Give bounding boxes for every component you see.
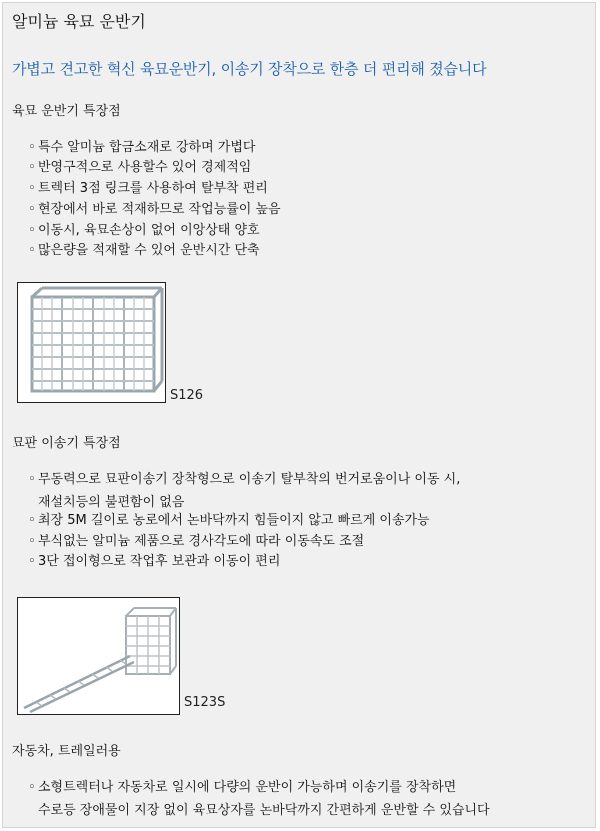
section-heading-vehicle: 자동차, 트레일러용	[12, 744, 121, 759]
section-heading-transfer: 묘판 이송기 특장점	[12, 436, 121, 451]
product-code-s123s: S123S	[184, 695, 226, 710]
product-code-s126: S126	[170, 388, 204, 403]
feature-item: ◦ 현장에서 바로 적재하므로 작업능률이 높음	[28, 202, 281, 217]
feature-item: ◦ 이동시, 육묘손상이 없어 이앙상태 양호	[28, 223, 260, 238]
product-image-s126	[17, 282, 166, 403]
feature-item: ◦ 최장 5M 길이로 농로에서 논바닥까지 힘들이지 않고 빠르게 이송가능	[28, 513, 430, 528]
section-heading-carrier: 육묘 운반기 특장점	[12, 104, 121, 119]
page-subtitle: 가볍고 견고한 혁신 육묘운반기, 이송기 장착으로 한층 더 편리해 졌습니다	[12, 60, 487, 78]
feature-item: ◦ 많은량을 적재할 수 있어 운반시간 단축	[28, 243, 260, 258]
feature-item: ◦ 무동력으로 묘판이송기 장착형으로 이송기 탈부착의 번거로움이나 이동 시,	[28, 472, 461, 487]
feature-item: ◦ 소형트렉터나 자동차로 일시에 다량의 운반이 가능하며 이송기를 장착하면	[28, 780, 457, 795]
feature-item: ◦ 부식없는 알미늄 제품으로 경사각도에 따라 이동속도 조절	[28, 534, 365, 549]
product-image-s123s	[17, 597, 180, 715]
feature-item: ◦ 3단 접이형으로 작업후 보관과 이동이 편리	[28, 554, 281, 569]
feature-item-continuation: 수로등 장애물이 지장 없이 육묘상자를 논바닥까지 간편하게 운반할 수 있습니다	[38, 803, 490, 818]
page-title: 알미늄 육묘 운반기	[12, 12, 146, 31]
seedling-transfer-conveyor-icon	[18, 598, 179, 714]
seedling-carrier-rack-icon	[18, 283, 165, 402]
feature-item: ◦ 반영구적으로 사용할수 있어 경제적임	[28, 160, 252, 175]
feature-item-continuation: 재설치등의 불편함이 없음	[38, 495, 185, 510]
feature-item: ◦ 트렉터 3점 링크를 사용하여 탈부착 편리	[28, 181, 268, 196]
feature-item: ◦ 특수 알미늄 합금소재로 강하며 가볍다	[28, 140, 256, 155]
